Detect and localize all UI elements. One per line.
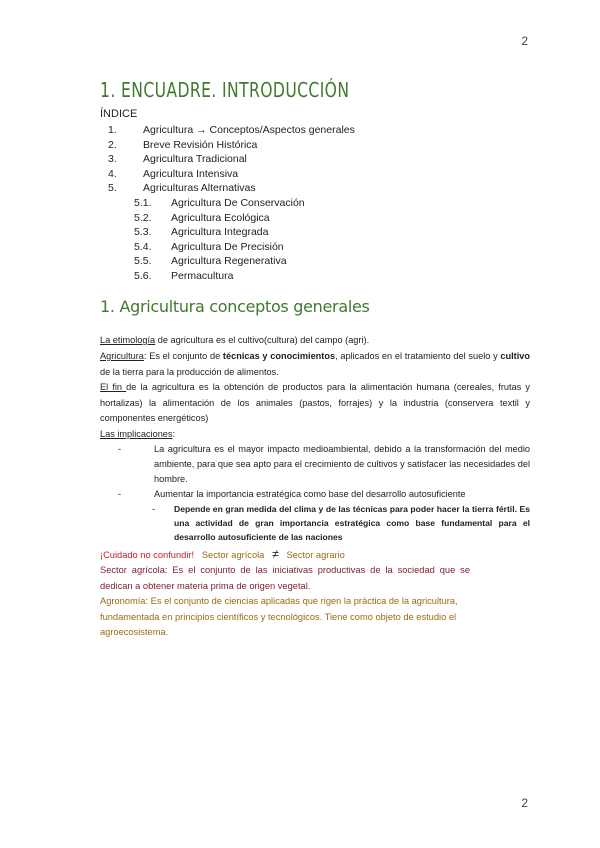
toc-item-label: Agricultura Intensiva xyxy=(143,167,239,180)
toc-item-label: Agricultura Tradicional xyxy=(143,153,247,166)
warning-line xyxy=(100,547,520,564)
toc-item-number: 1. xyxy=(108,124,117,136)
list-item xyxy=(100,487,530,502)
toc-item[interactable] xyxy=(100,181,355,196)
table-of-contents xyxy=(100,123,355,284)
toc-subitem-number: 5.2. xyxy=(134,211,152,224)
toc-item-number: 2. xyxy=(108,138,117,151)
toc-subitem-label: Agricultura Regenerativa xyxy=(171,255,287,268)
term-etimologia: La etimología xyxy=(100,335,156,345)
page-number-top: 2 xyxy=(521,34,528,48)
term-implicaciones: Las implicaciones xyxy=(100,429,173,439)
toc-item-label: Breve Revisión Histórica xyxy=(143,138,258,151)
bullet-dash: - xyxy=(152,504,156,514)
toc-subitem-number: 5.6. xyxy=(134,269,152,282)
section-title: 1. Agricultura conceptos generales xyxy=(100,297,370,316)
bullet-text: La agricultura es el mayor impacto medioambiental, debido a la transformación del medio ambiente, para que sea apto para el crecimiento de cultivos y satisfacer las necesidades del hombre. xyxy=(154,444,530,484)
toc-subitem-number: 5.4. xyxy=(134,240,152,253)
agricultura-bold-1: técnicas y conocimientos xyxy=(222,351,336,361)
toc-subitem[interactable] xyxy=(100,254,355,269)
toc-subitem-label: Agricultura Integrada xyxy=(171,226,269,239)
not-equal-symbol: ≠ xyxy=(272,547,279,561)
term-sector-agricola: Sector agrícola xyxy=(201,550,265,560)
term-fin: El fin xyxy=(100,382,127,392)
warning-text: ¡Cuidado no confundir! xyxy=(100,550,195,560)
implicaciones-colon: : xyxy=(172,429,176,439)
sector-agricola-text: Sector agrícola: Es el conjunto de las iniciativas productivas de la sociedad que se dedican a obtener materia prima de origen vegetal. xyxy=(100,565,470,591)
agricultura-text: : Es el conjunto de xyxy=(143,351,223,361)
toc-item[interactable] xyxy=(100,167,355,182)
toc-subitem-label: Agricultura Ecológica xyxy=(171,211,270,224)
agronomia-definition xyxy=(100,594,520,641)
bullet-text: Aumentar la importancia estratégica como base del desarrollo autosuficiente xyxy=(154,489,466,499)
index-title: ÍNDICE xyxy=(100,108,138,120)
fin-text: de la agricultura es la obtención de productos para la alimentación humana (cereales, frutas y hortalizas) la alimentación de los animales (pastos, forrajes) y la industria (conservera textil y componentes energéticos) xyxy=(100,382,530,423)
implicaciones-list xyxy=(100,442,530,544)
toc-item-label: Agriculturas Alternativas xyxy=(143,182,256,195)
toc-subitem[interactable] xyxy=(100,196,355,211)
agricultura-text-3: de la tierra para la producción de alimentos. xyxy=(100,366,279,377)
toc-subitem-number: 5.3. xyxy=(134,226,152,239)
sub-list-item xyxy=(100,502,530,544)
toc-subitem-label: Agricultura De Precisión xyxy=(171,240,284,253)
term-sector-agrario: Sector agrario xyxy=(286,550,345,560)
paragraph-fin xyxy=(100,380,530,427)
page-number-bottom: 2 xyxy=(521,796,528,810)
toc-item-label: Agricultura → Conceptos/Aspectos generales xyxy=(143,124,355,136)
toc-item[interactable] xyxy=(100,152,355,167)
toc-subitem-number: 5.1. xyxy=(134,196,152,209)
paragraph-etimologia xyxy=(100,333,530,349)
bullet-dash: - xyxy=(118,489,122,499)
page-heading: 1. ENCUADRE. INTRODUCCIÓN xyxy=(100,78,350,102)
paragraph-agricultura xyxy=(100,349,530,380)
toc-item[interactable] xyxy=(100,138,355,153)
sub-bullet-text: Depende en gran medida del clima y de las técnicas para poder hacer la tierra fértil. Es una actividad de gran importancia estratégica como base fundamental para el desarrollo autosuficiente de las naciones xyxy=(174,504,530,542)
paragraph-implicaciones xyxy=(100,427,530,443)
list-item xyxy=(100,442,530,487)
toc-subitem-number: 5.5. xyxy=(134,255,152,268)
agricultura-bold-2: cultivo xyxy=(500,351,530,361)
agronomia-text: Agronomía: Es el conjunto de ciencias aplicadas que rigen la práctica de la agricultura, fundamentada en principios científicos y tecnológicos. Tiene como objeto de estudio el agroecosistema. xyxy=(100,596,458,637)
toc-subitem[interactable] xyxy=(100,225,355,240)
toc-item-number: 3. xyxy=(108,153,117,166)
toc-item-number: 4. xyxy=(108,167,117,180)
toc-subitem[interactable] xyxy=(100,211,355,226)
term-agricultura: Agricultura xyxy=(100,351,144,361)
toc-subitem-label: Agricultura De Conservación xyxy=(171,196,305,209)
toc-subitem[interactable] xyxy=(100,240,355,255)
etimologia-text: de agricultura es el cultivo(cultura) del campo (agri). xyxy=(155,335,370,345)
sector-agricola-definition xyxy=(100,563,520,594)
toc-subitem-label: Permacultura xyxy=(171,269,234,282)
agricultura-text-2: , aplicados en el tratamiento del suelo y xyxy=(335,351,501,361)
bullet-dash: - xyxy=(118,444,122,454)
toc-subitem[interactable] xyxy=(100,269,355,284)
toc-item-number: 5. xyxy=(108,182,117,195)
toc-item[interactable] xyxy=(100,123,355,138)
